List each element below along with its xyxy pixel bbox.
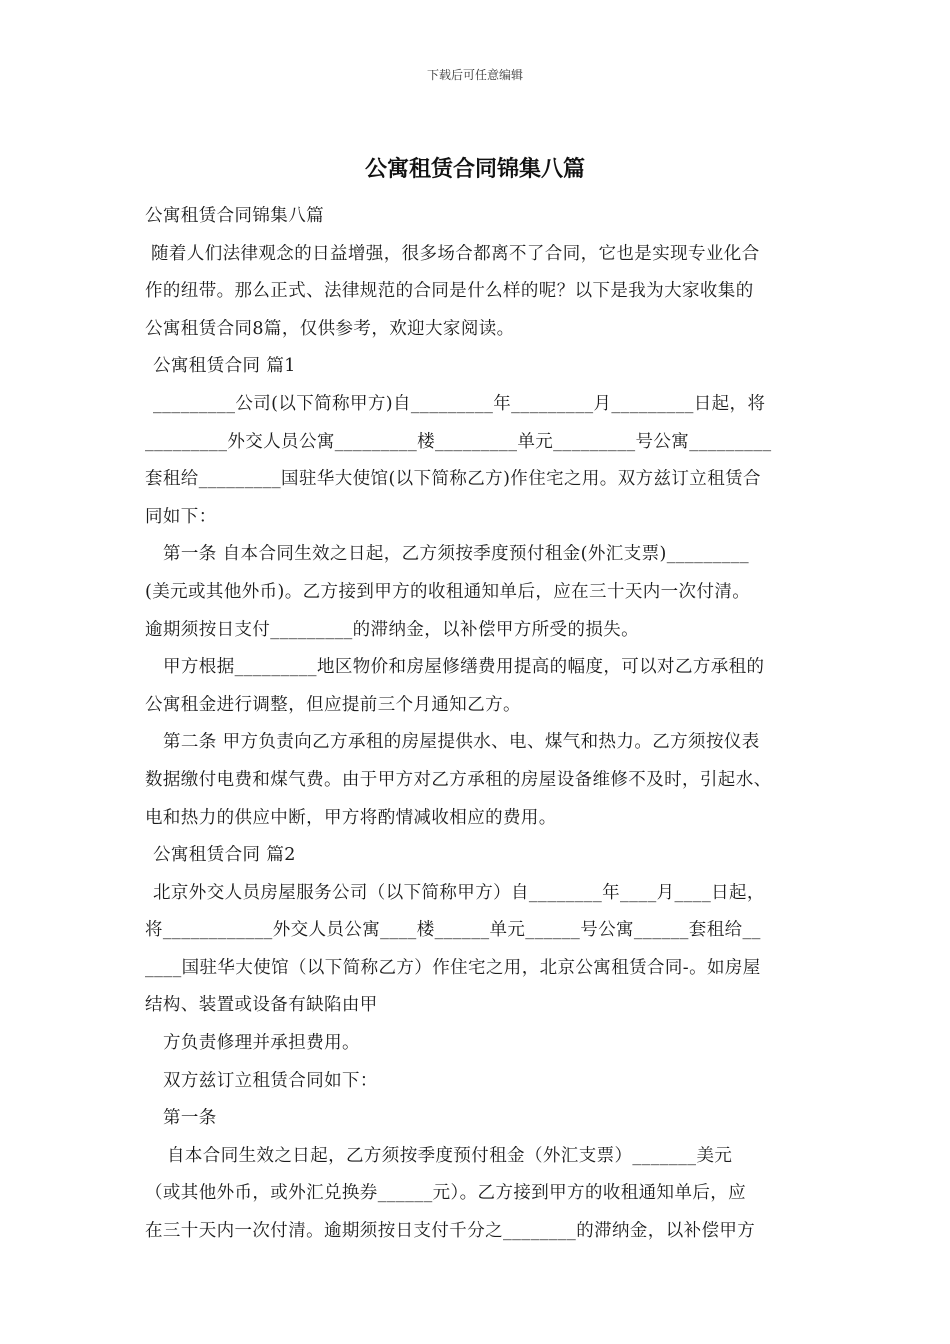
- text-line: 甲方根据_________地区物价和房屋修缮费用提高的幅度，可以对乙方承租的: [163, 657, 765, 678]
- text-line: 同如下：: [145, 506, 217, 527]
- text-line: （或其他外币，或外汇兑换券______元）。乙方接到甲方的收租通知单后，应: [145, 1183, 747, 1204]
- text-line: _________公司(以下简称甲方)自_________年_________月_________日起，将: [153, 393, 766, 414]
- text-line: 公寓租赁合同锦集八篇: [145, 206, 324, 226]
- text-line: 结构、装置或设备有缺陷由甲: [145, 995, 378, 1016]
- text-line: 方负责修理并承担费用。: [163, 1033, 360, 1054]
- text-line: (美元或其他外币)。乙方接到甲方的收租通知单后，应在三十天内一次付清。: [145, 581, 751, 602]
- text-line: 自本合同生效之日起，乙方须按季度预付租金（外汇支票）_______美元: [167, 1145, 733, 1166]
- header-note: 下载后可任意编辑: [426, 68, 523, 82]
- text-line: 电和热力的供应中断，甲方将酌情减收相应的费用。: [145, 807, 557, 828]
- text-line: 套租给_________国驻华大使馆(以下简称乙方)作住宅之用。双方兹订立租赁合: [145, 469, 761, 490]
- document-title: 公寓租赁合同锦集八篇: [364, 156, 585, 182]
- text-line: 将____________外交人员公寓____楼______单元______号公寓______套租给__: [145, 920, 761, 941]
- text-line: 公寓租金进行调整，但应提前三个月通知乙方。: [145, 694, 521, 715]
- text-line: 公寓租赁合同 篇1: [153, 356, 296, 377]
- text-line: 双方兹订立租赁合同如下：: [163, 1070, 378, 1091]
- text-line: 作的纽带。那么正式、法律规范的合同是什么样的呢？以下是我为大家收集的: [145, 281, 754, 302]
- text-line: 数据缴付电费和煤气费。由于甲方对乙方承租的房屋设备维修不及时，引起水、: [145, 769, 772, 790]
- document-body: [145, 198, 825, 1251]
- text-line: 随着人们法律观念的日益增强，很多场合都离不了合同，它也是实现专业化合: [151, 243, 760, 264]
- text-line: 第一条 自本合同生效之日起，乙方须按季度预付租金(外汇支票)_________: [163, 544, 750, 565]
- text-line: _________外交人员公寓_________楼_________单元_________号公寓_________: [145, 431, 772, 452]
- text-line: 在三十天内一次付清。逾期须按日支付千分之________的滞纳金，以补偿甲方: [145, 1221, 756, 1242]
- text-line: 第二条 甲方负责向乙方承租的房屋提供水、电、煤气和热力。乙方须按仪表: [163, 732, 760, 753]
- text-line: 逾期须按日支付_________的滞纳金，以补偿甲方所受的损失。: [145, 619, 640, 640]
- text-line: 公寓租赁合同 篇2: [153, 845, 296, 866]
- text-line: ____国驻华大使馆（以下简称乙方）作住宅之用，北京公寓租赁合同-。如房屋: [145, 957, 761, 978]
- text-line: 第一条: [163, 1108, 217, 1129]
- text-line: 公寓租赁合同8篇，仅供参考，欢迎大家阅读。: [145, 318, 515, 339]
- text-line: 北京外交人员房屋服务公司（以下简称甲方）自________年____月____日起，: [153, 882, 765, 903]
